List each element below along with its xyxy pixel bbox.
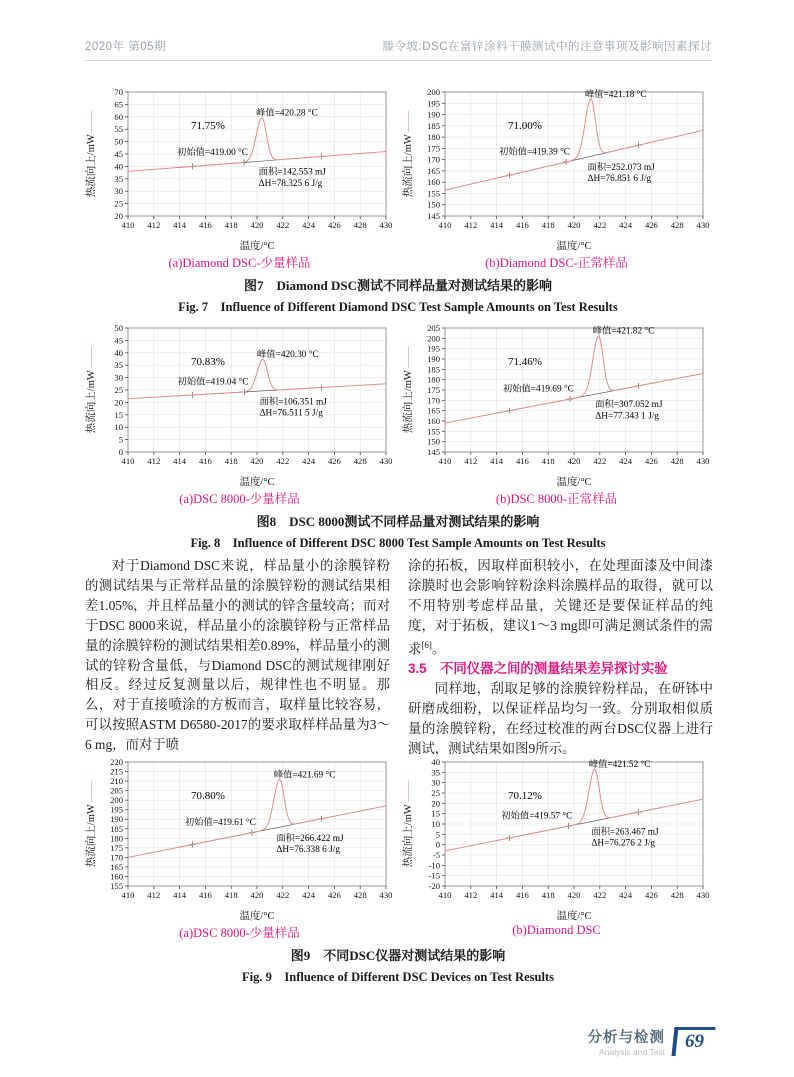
svg-text:195: 195: [427, 98, 440, 109]
svg-text:428: 428: [670, 220, 684, 230]
svg-text:25: 25: [114, 385, 123, 395]
chart-fig7b: [401, 84, 712, 271]
svg-text:426: 426: [644, 890, 658, 900]
svg-text:424: 424: [302, 220, 316, 230]
svg-text:422: 422: [276, 220, 290, 230]
svg-text:428: 428: [353, 890, 367, 900]
svg-text:416: 416: [198, 890, 212, 900]
svg-text:414: 414: [490, 890, 504, 900]
svg-text:414: 414: [173, 890, 187, 900]
sub-caption-fig9a: (a)DSC 8000-少量样品: [179, 926, 300, 940]
fig7-caption-zh: 图7 Diamond DSC测试不同样品量对测试结果的影响: [243, 278, 553, 293]
axis-ticks: [442, 92, 703, 219]
axis-labels: [427, 87, 709, 252]
svg-text:410: 410: [121, 220, 135, 230]
svg-text:175: 175: [110, 842, 123, 853]
svg-text:190: 190: [427, 354, 440, 364]
dsc-chart-fig7b: [401, 84, 712, 252]
gridlines: [445, 92, 703, 216]
y-axis-title: 热流向上/mW ——: [403, 780, 414, 868]
annotation-onset: 初始值=419.39 °C: [499, 147, 571, 158]
svg-text:420: 420: [567, 456, 581, 466]
svg-text:45: 45: [114, 335, 123, 346]
x-axis-title: 温度/°C: [556, 241, 592, 252]
svg-text:430: 430: [696, 890, 710, 900]
svg-text:424: 424: [619, 890, 633, 900]
chart-fig9b: [401, 754, 712, 941]
svg-text:35: 35: [114, 173, 123, 184]
figure-9: [84, 754, 712, 985]
x-axis-title: 温度/°C: [556, 911, 592, 922]
svg-text:412: 412: [147, 456, 161, 466]
gridlines: [128, 762, 386, 886]
svg-text:45: 45: [114, 149, 123, 159]
fig7-caption-en: Fig. 7 Influence of Different Diamond DSC Test Sample Amounts on Test Results: [178, 300, 618, 314]
svg-text:422: 422: [276, 456, 290, 466]
section-heading-3-5: 3.5 不同仪器之间的测量结果差异探讨实验: [408, 661, 668, 676]
svg-text:410: 410: [438, 220, 452, 230]
fig9-caption-en: Fig. 9 Influence of Different DSC Devices on Test Results: [242, 970, 554, 984]
svg-text:0: 0: [435, 839, 440, 850]
annotation-area: 面积=252.073 mJ: [587, 162, 655, 173]
svg-text:50: 50: [114, 136, 123, 147]
svg-text:30: 30: [114, 186, 123, 197]
annotation-peak: 峰值=420.30 °C: [257, 350, 319, 361]
svg-text:20: 20: [114, 397, 123, 408]
fig8-caption-zh: 图8 DSC 8000测试不同样品量对测试结果的影响: [256, 514, 540, 529]
fig8-caption-en: Fig. 8 Influence of Different DSC 8000 Test Sample Amounts on Test Results: [190, 536, 606, 550]
dsc-chart-fig8b: [401, 320, 712, 488]
svg-text:418: 418: [541, 220, 555, 230]
y-axis-title: 热流向上/mW ——: [86, 110, 97, 198]
svg-text:430: 430: [379, 220, 393, 230]
axis-labels: [110, 757, 392, 922]
svg-text:410: 410: [121, 456, 135, 466]
svg-text:35: 35: [114, 360, 123, 371]
svg-text:170: 170: [110, 852, 123, 863]
issue-label: 2020年 第05期: [85, 41, 167, 53]
annotation-delta-h: ΔH=76.276 2 J/g: [591, 838, 656, 849]
annotation-delta-h: ΔH=78.325 6 J/g: [258, 178, 323, 189]
svg-text:424: 424: [619, 220, 633, 230]
svg-text:40: 40: [431, 757, 440, 767]
svg-text:-10: -10: [428, 860, 440, 871]
svg-text:155: 155: [427, 426, 440, 437]
svg-text:-20: -20: [428, 881, 440, 891]
annotation-onset: 初始值=419.04 °C: [177, 377, 249, 388]
svg-text:5: 5: [435, 829, 440, 840]
annotation-delta-h: ΔH=76.851 6 J/g: [587, 174, 652, 185]
svg-text:195: 195: [427, 343, 440, 354]
annotation-area: 面积=307.052 mJ: [595, 400, 663, 411]
sub-caption-fig9b: (b)Diamond DSC: [512, 923, 601, 937]
y-axis-title: 热流向上/mW ——: [403, 110, 414, 198]
svg-text:-5: -5: [432, 850, 440, 860]
svg-text:185: 185: [110, 823, 123, 834]
svg-text:420: 420: [567, 220, 581, 230]
page-header: [85, 38, 712, 61]
svg-text:0: 0: [118, 447, 123, 457]
svg-text:428: 428: [353, 456, 367, 466]
svg-text:70: 70: [114, 87, 123, 97]
x-axis-title: 温度/°C: [239, 477, 275, 488]
svg-text:410: 410: [438, 456, 452, 466]
page-footer: [588, 1026, 715, 1057]
svg-text:428: 428: [670, 890, 684, 900]
svg-text:422: 422: [593, 456, 607, 466]
svg-text:175: 175: [427, 385, 440, 395]
annotation-percent: 71.46%: [508, 356, 542, 369]
svg-text:414: 414: [490, 220, 504, 230]
svg-text:426: 426: [327, 890, 341, 900]
dsc-chart-fig7a: [84, 84, 395, 252]
annotation-area: 面积=263.467 mJ: [591, 827, 659, 838]
annotation-percent: 70.80%: [191, 790, 225, 803]
svg-text:418: 418: [224, 890, 238, 900]
svg-text:15: 15: [431, 808, 440, 819]
svg-text:428: 428: [353, 220, 367, 230]
footer-section-en: Analysis and Test: [599, 1047, 665, 1057]
y-axis-title: 热流向上/mW ——: [86, 346, 97, 434]
svg-text:200: 200: [427, 87, 440, 97]
svg-text:430: 430: [379, 456, 393, 466]
svg-text:410: 410: [121, 890, 135, 900]
svg-text:422: 422: [593, 890, 607, 900]
page-number: 69: [684, 1031, 704, 1052]
svg-text:20: 20: [114, 211, 123, 221]
annotation-area: 面积=142.553 mJ: [258, 167, 326, 178]
svg-text:426: 426: [644, 456, 658, 466]
svg-text:165: 165: [427, 165, 440, 176]
dsc-chart-fig9a: [84, 754, 395, 922]
sub-caption-fig8a: (a)DSC 8000-少量样品: [179, 492, 300, 506]
svg-text:170: 170: [427, 395, 440, 406]
annotation-peak: 峰值=421.52 °C: [588, 760, 651, 771]
svg-text:414: 414: [173, 220, 187, 230]
svg-text:414: 414: [490, 456, 504, 466]
svg-text:35: 35: [431, 767, 440, 778]
svg-text:418: 418: [541, 456, 555, 466]
paragraph-right-2: 同样地，刮取足够的涂膜锌粉样品，在研钵中研磨成细粉，以保证样品均匀一致。分别取相似质量的涂膜锌粉，在经过校准的两台DSC仪器上进行测试，测试结果如图9所示。: [408, 680, 713, 756]
annotations: [178, 348, 328, 419]
svg-text:25: 25: [114, 198, 123, 209]
svg-text:416: 416: [515, 220, 529, 230]
svg-text:160: 160: [110, 871, 123, 882]
paragraph-right-1-end: 。: [431, 641, 446, 657]
paragraph-left: 对于Diamond DSC来说，样品量小的涂膜锌粉的测试结果与正常样品量的涂膜锌粉的测试结果相差1.05%，并且样品量小的测试的锌含量较高；而对于DSC 8000来说，样品量小的涂膜锌粉与正常样品量的涂膜锌粉的测试结果相差0.89%，样品量小的测试的锌粉含量低，与Diamond DSC的测试规律刚好相反。经过反复测量以后，规律性也不明显。那么，对于直接喷涂的方板而言，取样量比较容易，可以按照ASTM D6580-2017的要求取样样品量为3～6 mg，而对于喷: [85, 558, 390, 753]
annotations: [177, 107, 326, 189]
annotation-delta-h: ΔH=76.511 5 J/g: [259, 408, 323, 419]
svg-text:20: 20: [431, 798, 440, 809]
header-rule: [85, 60, 712, 61]
annotations: [185, 768, 344, 854]
svg-text:160: 160: [427, 177, 440, 188]
y-axis-title: 热流向上/mW ——: [403, 346, 414, 434]
svg-text:412: 412: [464, 890, 478, 900]
svg-text:412: 412: [464, 220, 478, 230]
svg-text:426: 426: [644, 220, 658, 230]
reference-6: [6]: [421, 639, 432, 650]
svg-text:185: 185: [427, 364, 440, 375]
svg-text:180: 180: [427, 374, 440, 385]
svg-text:180: 180: [110, 833, 123, 844]
axis-labels: [427, 323, 709, 488]
svg-text:424: 424: [302, 890, 316, 900]
annotation-peak: 峰值=421.18 °C: [584, 89, 647, 100]
svg-text:150: 150: [427, 436, 440, 447]
annotation-percent: 71.75%: [191, 120, 225, 133]
svg-text:416: 416: [198, 220, 212, 230]
page-number-box: [671, 1027, 715, 1056]
svg-text:200: 200: [427, 333, 440, 344]
running-title: 滕令坡:DSC在富锌涂料干膜测试中的注意事项及影响因素探讨: [382, 41, 712, 53]
svg-text:30: 30: [114, 372, 123, 383]
svg-text:412: 412: [147, 890, 161, 900]
svg-text:50: 50: [114, 323, 123, 333]
svg-text:15: 15: [114, 409, 123, 420]
annotation-peak: 峰值=421.82 °C: [592, 326, 655, 337]
svg-text:422: 422: [593, 220, 607, 230]
svg-text:180: 180: [427, 132, 440, 143]
svg-text:428: 428: [670, 456, 684, 466]
gridlines: [128, 328, 386, 452]
annotation-onset: 初始值=419.61 °C: [184, 818, 256, 829]
chart-fig7a: [84, 84, 395, 271]
annotation-percent: 70.83%: [191, 356, 225, 369]
svg-text:10: 10: [431, 819, 440, 829]
x-axis-title: 温度/°C: [239, 241, 275, 252]
svg-text:424: 424: [619, 456, 633, 466]
svg-text:420: 420: [250, 456, 264, 466]
figure-8: [84, 320, 712, 551]
annotation-peak: 峰值=420.28 °C: [256, 108, 318, 119]
figure-7: [84, 84, 712, 315]
svg-text:412: 412: [464, 456, 478, 466]
svg-text:424: 424: [302, 456, 316, 466]
svg-text:170: 170: [427, 154, 440, 165]
svg-text:430: 430: [379, 890, 393, 900]
gridlines: [445, 328, 703, 452]
svg-text:190: 190: [110, 814, 123, 825]
sub-caption-fig7a: (a)Diamond DSC-少量样品: [168, 256, 311, 270]
svg-text:420: 420: [567, 890, 581, 900]
svg-text:-15: -15: [428, 870, 440, 881]
annotation-area: 面积=106.351 mJ: [259, 397, 327, 408]
chart-fig8b: [401, 320, 712, 507]
body-text: [85, 556, 713, 759]
svg-text:420: 420: [250, 220, 264, 230]
annotation-delta-h: ΔH=77.343 1 J/g: [595, 411, 659, 422]
chart-fig9a: [84, 754, 395, 941]
annotation-onset: 初始值=419.00 °C: [177, 147, 248, 158]
annotation-onset: 初始值=419.57 °C: [501, 811, 573, 822]
footer-section-zh: 分析与检测: [587, 1030, 665, 1046]
svg-text:150: 150: [427, 199, 440, 210]
right-column: [408, 556, 713, 759]
svg-text:5: 5: [118, 434, 123, 445]
sub-caption-fig8b: (b)DSC 8000-正常样品: [495, 492, 618, 506]
x-axis-title: 温度/°C: [239, 911, 275, 922]
svg-text:165: 165: [427, 405, 440, 416]
svg-text:60: 60: [114, 111, 123, 122]
svg-text:190: 190: [427, 109, 440, 120]
svg-text:40: 40: [114, 347, 123, 358]
svg-text:412: 412: [147, 220, 161, 230]
left-column: [85, 556, 390, 759]
svg-text:416: 416: [198, 456, 212, 466]
dsc-chart-fig8a: [84, 320, 395, 488]
svg-text:414: 414: [173, 456, 187, 466]
paragraph-right-1-text: 涂的拓板，因取样面积较小，在处理面漆及中间漆涂膜时也会影响锌粉涂料涂膜样品的取得，就可以不用特别考虑样品量，关键还是要保证样品的纯度，对于拓板，建议1～3 mg即可满足测试条件的需求: [408, 558, 713, 657]
svg-text:418: 418: [224, 456, 238, 466]
svg-text:420: 420: [250, 890, 264, 900]
svg-text:422: 422: [276, 890, 290, 900]
axis-labels: [114, 323, 392, 488]
gridlines: [445, 762, 703, 886]
svg-text:155: 155: [427, 188, 440, 199]
annotation-percent: 70.12%: [508, 790, 542, 803]
svg-text:40: 40: [114, 161, 123, 172]
svg-text:145: 145: [427, 447, 440, 457]
svg-text:175: 175: [427, 143, 440, 154]
svg-text:215: 215: [110, 766, 123, 777]
dsc-chart-fig9b: [401, 754, 712, 922]
svg-text:210: 210: [110, 776, 123, 787]
svg-text:205: 205: [110, 785, 123, 796]
svg-text:55: 55: [114, 124, 123, 135]
annotation-delta-h: ΔH=76.338 6 J/g: [276, 844, 341, 855]
svg-text:145: 145: [427, 211, 440, 221]
svg-text:205: 205: [427, 323, 440, 333]
svg-text:430: 430: [696, 456, 710, 466]
svg-text:200: 200: [110, 795, 123, 806]
paragraph-right-1: [408, 556, 713, 659]
svg-text:10: 10: [114, 422, 123, 433]
svg-text:418: 418: [224, 220, 238, 230]
annotation-percent: 71.00%: [508, 120, 542, 133]
svg-text:25: 25: [431, 788, 440, 798]
svg-text:160: 160: [427, 416, 440, 426]
annotation-peak: 峰值=421.69 °C: [273, 770, 336, 781]
fig9-caption-zh: 图9 不同DSC仪器对测试结果的影响: [290, 948, 506, 963]
svg-text:430: 430: [696, 220, 710, 230]
svg-text:416: 416: [515, 890, 529, 900]
annotation-area: 面积=266.422 mJ: [276, 833, 344, 844]
svg-text:220: 220: [110, 757, 123, 767]
svg-text:416: 416: [515, 456, 529, 466]
svg-text:410: 410: [438, 890, 452, 900]
svg-text:155: 155: [110, 881, 123, 891]
x-axis-title: 温度/°C: [556, 477, 592, 488]
svg-text:426: 426: [327, 456, 341, 466]
svg-text:30: 30: [431, 777, 440, 788]
svg-text:418: 418: [541, 890, 555, 900]
svg-text:65: 65: [114, 99, 123, 110]
annotation-onset: 初始值=419.69 °C: [502, 384, 574, 395]
svg-text:195: 195: [110, 804, 123, 815]
chart-fig8a: [84, 320, 395, 507]
svg-text:426: 426: [327, 220, 341, 230]
svg-text:165: 165: [110, 861, 123, 872]
sub-caption-fig7b: (b)Diamond DSC-正常样品: [485, 256, 628, 270]
y-axis-title: 热流向上/mW ——: [86, 780, 97, 868]
svg-text:185: 185: [427, 120, 440, 131]
